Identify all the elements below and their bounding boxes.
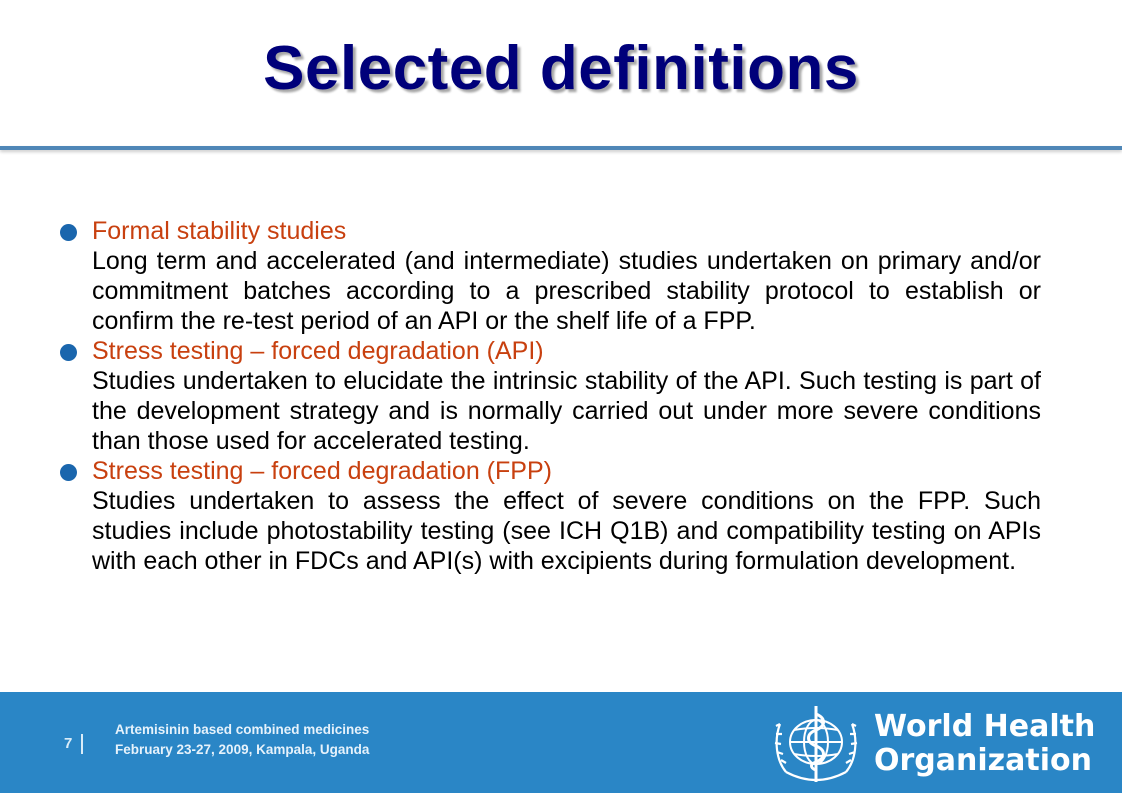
title-divider (0, 146, 1122, 150)
who-wordmark-line1: World Health (874, 709, 1096, 744)
who-emblem-icon (766, 700, 866, 788)
definition-term: Formal stability studies (92, 217, 347, 245)
definition-item-stress-api (56, 336, 1041, 456)
definition-item-formal-stability (56, 216, 1041, 336)
definition-text: Studies undertaken to assess the effect of severe conditions on the FPP. Such studies include photostability testing (see ICH Q1B) and compatibility testing on APIs with each other in FDCs and API(s) with excipients during formulation development. (92, 487, 1041, 575)
definitions-list (56, 216, 1041, 576)
footer-event-date: February 23-27, 2009, Kampala, Uganda (115, 742, 370, 757)
who-logo (766, 700, 1096, 788)
bullet-dot-icon (60, 464, 77, 481)
who-wordmark-line2: Organization (874, 743, 1092, 778)
footer-band (0, 692, 1122, 793)
definition-text: Long term and accelerated (and intermediate) studies undertaken on primary and/or commitment batches according to a prescribed stability protocol to establish or confirm the re-test period of an API or the shelf life of a FPP. (92, 247, 1041, 335)
definition-item-stress-fpp (56, 456, 1041, 576)
slide-title: Selected definitions (263, 34, 859, 103)
bullet-dot-icon (60, 224, 77, 241)
page-number: 7 (64, 735, 73, 752)
footer-event-title: Artemisinin based combined medicines (115, 722, 370, 737)
bullet-dot-icon (60, 344, 77, 361)
footer-divider (81, 734, 83, 754)
definition-text: Studies undertaken to elucidate the intrinsic stability of the API. Such testing is part of the development strategy and is normally carried out under more severe conditions than those used for accelerated testing. (92, 367, 1041, 455)
who-wordmark (874, 710, 1095, 778)
footer-event-info (115, 720, 369, 760)
definition-term: Stress testing – forced degradation (API) (92, 337, 544, 365)
definition-term: Stress testing – forced degradation (FPP) (92, 457, 552, 485)
